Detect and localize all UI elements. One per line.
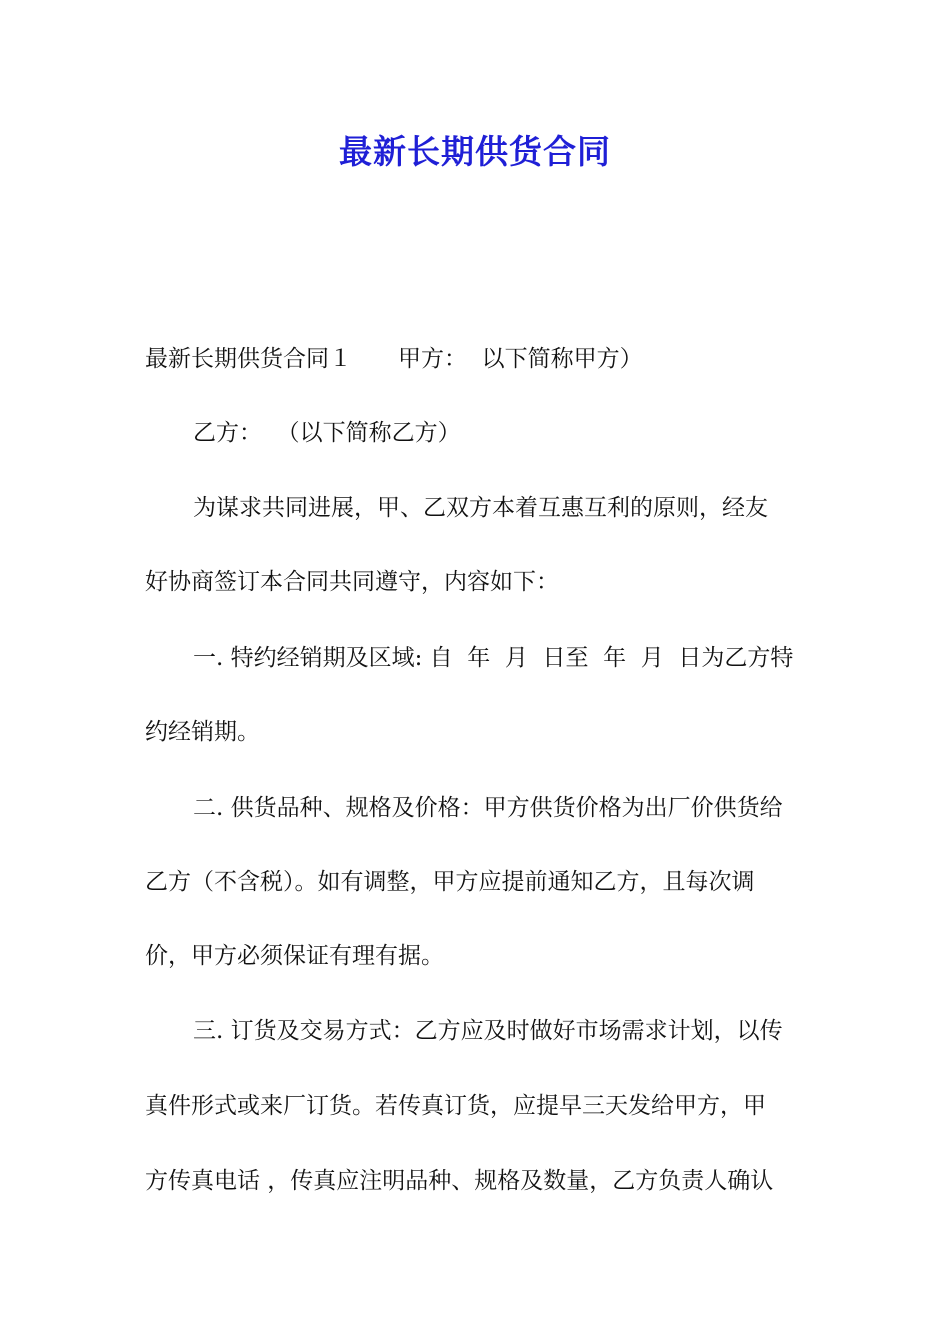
clause-3-line-1: 三. 订货及交易方式：乙方应及时做好市场需求计划，以传 — [193, 1018, 783, 1044]
clause-3-line-3: 方传真电话 ，传真应注明品种、规格及数量，乙方负责人确认 — [145, 1168, 774, 1194]
party-b-line: 乙方： （以下简称乙方） — [193, 420, 461, 446]
clause-1-line-1: 一. 特约经销期及区域: 自 年 月 日至 年 月 日为乙方特 — [193, 645, 794, 671]
clause-1-line-2: 约经销期。 — [145, 719, 260, 745]
preamble-line-2: 好协商签订本合同共同遵守，内容如下： — [145, 569, 559, 595]
contract-header-line: 最新长期供货合同１ 甲方： 以下简称甲方） — [145, 346, 643, 372]
preamble-line-1: 为谋求共同进展，甲、乙双方本着互惠互利的原则，经友 — [193, 495, 768, 521]
clause-2-line-3: 价，甲方必须保证有理有据。 — [145, 943, 444, 969]
clause-2-line-1: 二. 供货品种、规格及价格：甲方供货价格为出厂价供货给 — [193, 795, 783, 821]
clause-2-line-2: 乙方（不含税）。如有调整，甲方应提前通知乙方，且每次调 — [145, 869, 755, 895]
document-title: 最新长期供货合同 — [339, 132, 611, 171]
clause-3-line-2: 真件形式或来厂订货。若传真订货，应提早三天发给甲方，甲 — [145, 1093, 766, 1119]
